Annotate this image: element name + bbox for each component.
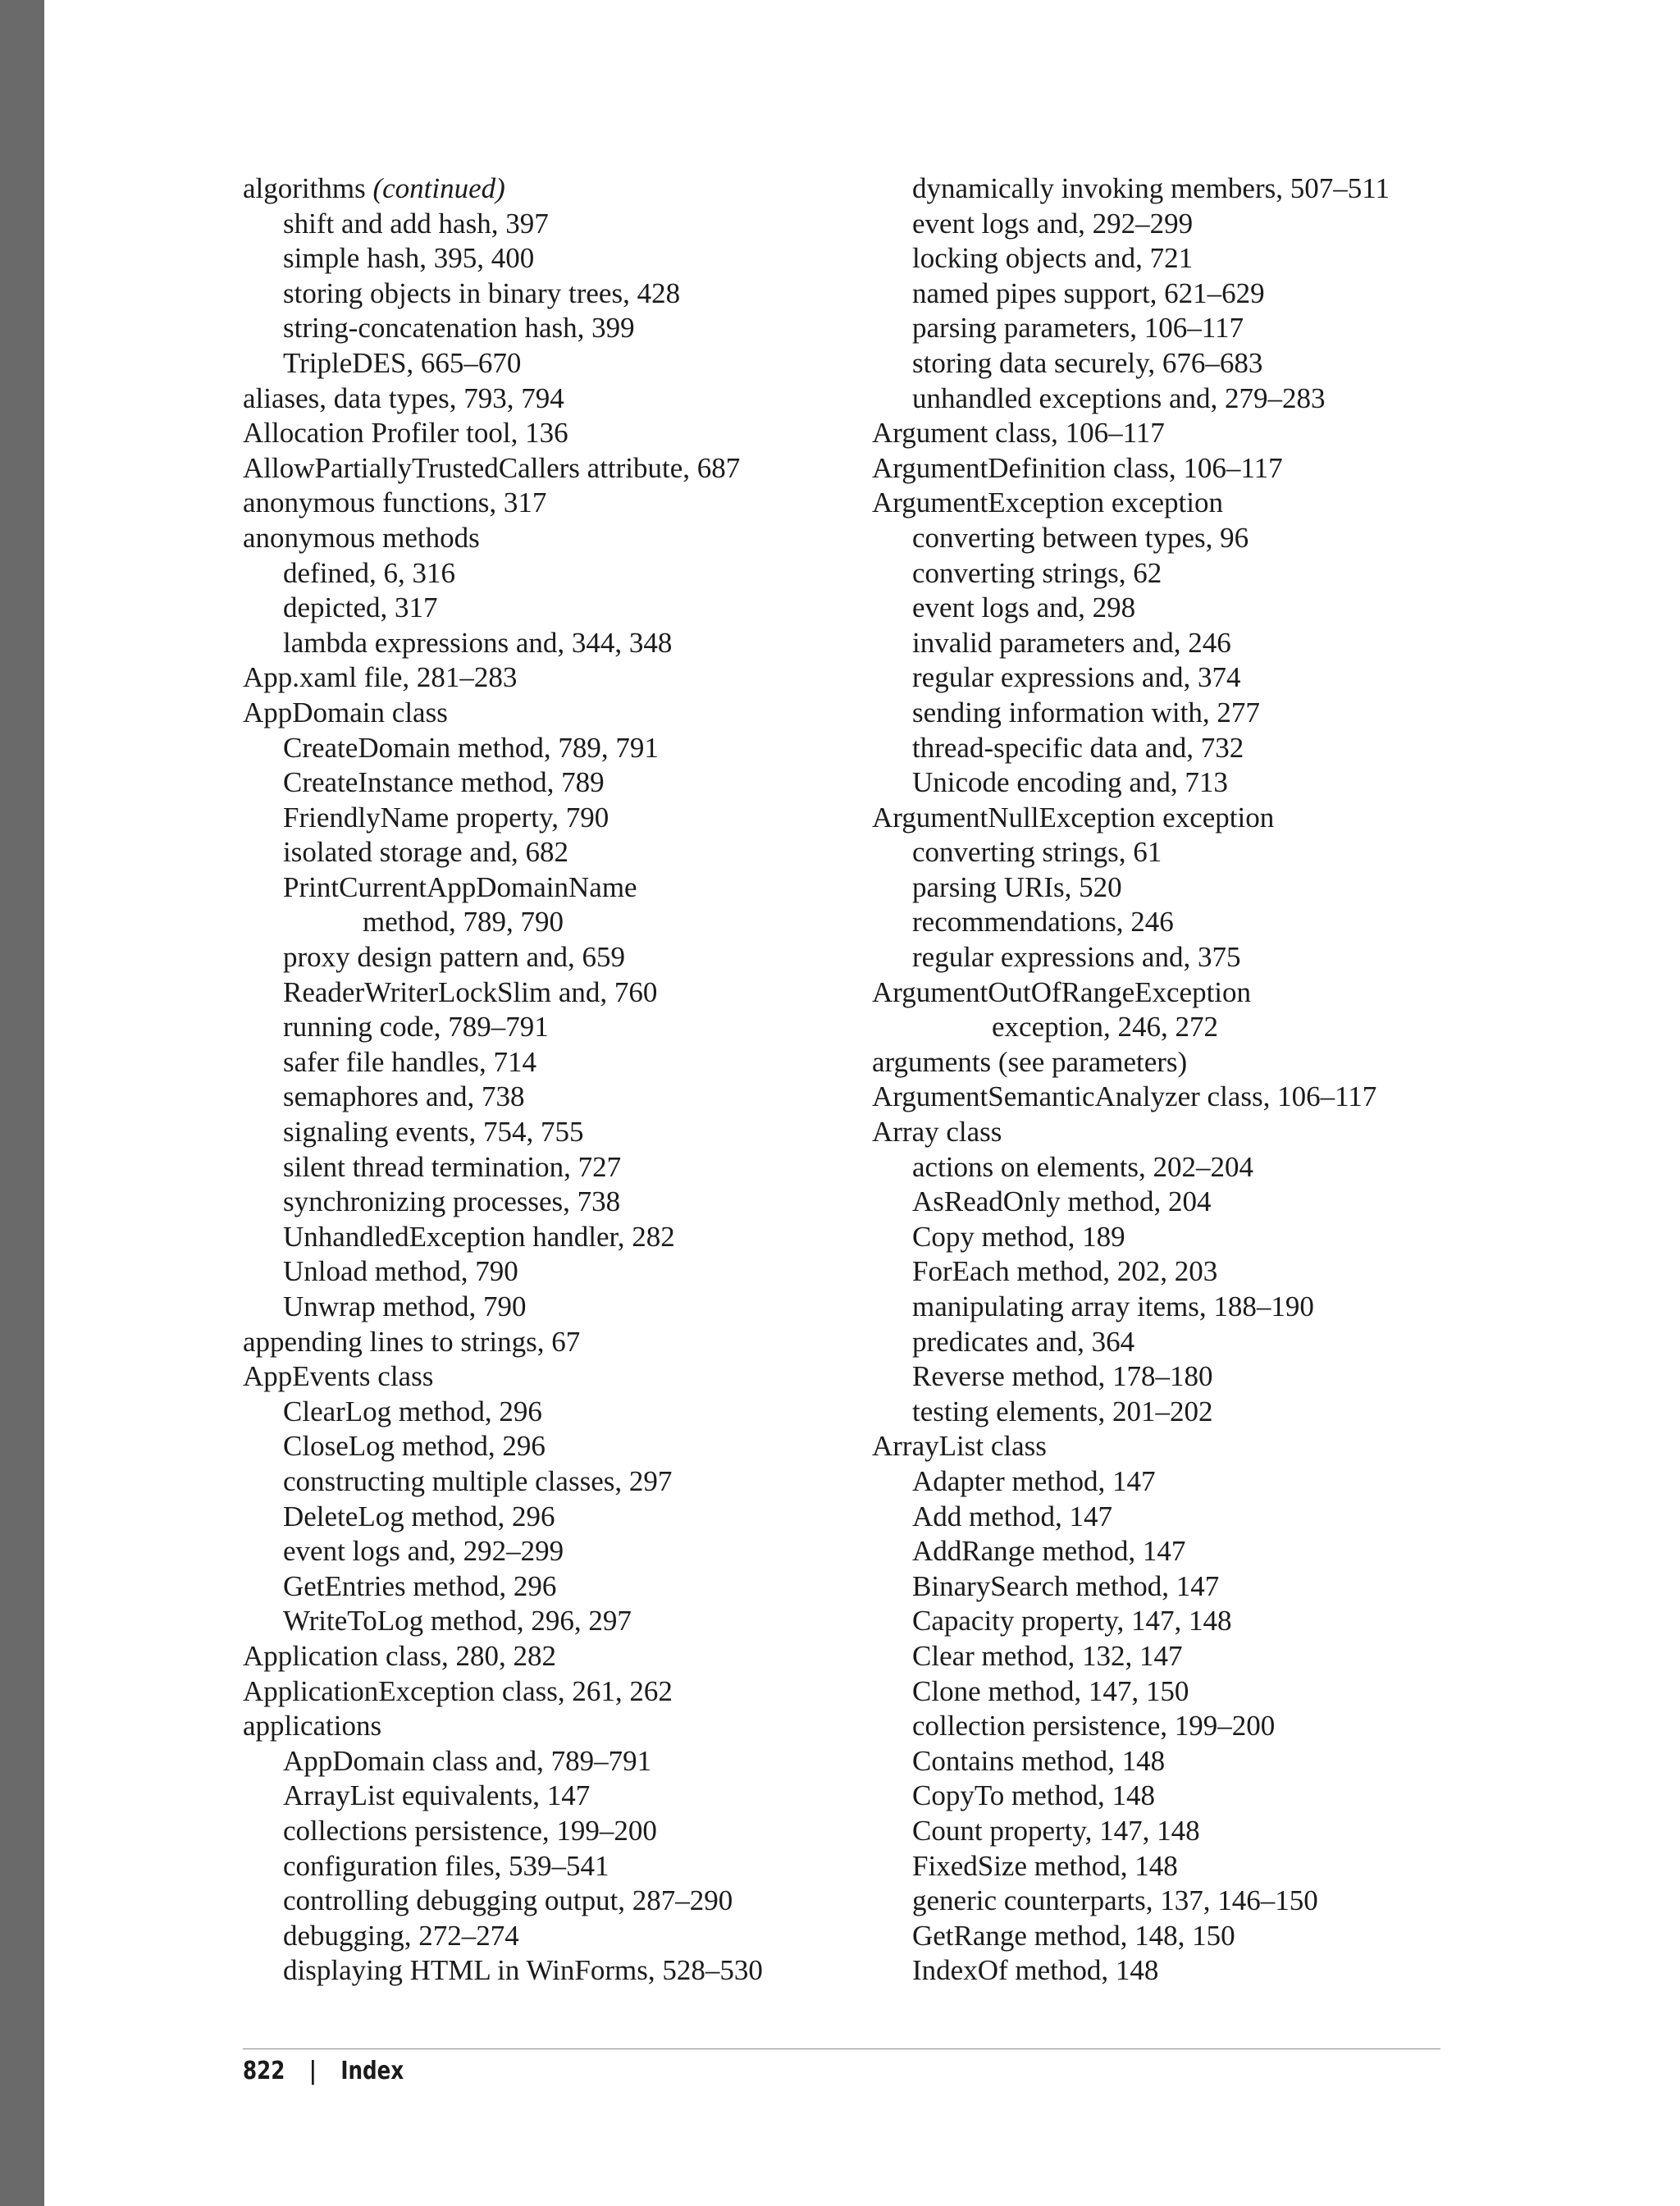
entry-text: App.xaml file, 281–283 <box>243 661 518 694</box>
page-footer <box>243 2055 404 2088</box>
index-subentry <box>872 1709 1390 1744</box>
entry-text: configuration files, 539–541 <box>283 1849 609 1882</box>
entry-text: Contains method, 148 <box>912 1744 1166 1777</box>
entry-text: appending lines to strings, 67 <box>243 1325 581 1358</box>
index-subentry <box>872 1534 1390 1569</box>
entry-text: anonymous functions, 317 <box>243 486 547 519</box>
entry-text: Allocation Profiler tool, 136 <box>243 417 568 450</box>
index-subentry <box>243 1464 763 1500</box>
index-subentry <box>872 660 1390 696</box>
index-subentry <box>243 1429 763 1464</box>
entry-text: CreateInstance method, 789 <box>283 766 605 799</box>
page-number: 822 <box>243 2057 285 2085</box>
entry-text: Reverse method, 178–180 <box>912 1360 1213 1393</box>
entry-text: proxy design pattern and, 659 <box>283 941 625 974</box>
entry-text: lambda expressions and, 344, 348 <box>283 626 673 659</box>
index-entry <box>243 521 763 556</box>
index-subentry <box>872 1569 1390 1605</box>
entry-text: CreateDomain method, 789, 791 <box>283 731 659 764</box>
index-subentry <box>243 1814 763 1849</box>
index-subentry <box>872 381 1390 417</box>
index-subentry <box>243 1220 763 1255</box>
entry-text: collection persistence, 199–200 <box>912 1710 1276 1742</box>
index-subentry <box>872 1919 1390 1954</box>
index-entry <box>243 1325 763 1360</box>
index-entry <box>243 381 763 417</box>
entry-text: safer file handles, 714 <box>283 1045 537 1078</box>
entry-text: FriendlyName property, 790 <box>283 801 609 834</box>
entry-text: ArrayList equivalents, 147 <box>283 1779 591 1812</box>
footer-rule <box>243 2048 1440 2049</box>
index-subentry <box>243 835 763 870</box>
index-subentry <box>872 1639 1390 1674</box>
entry-text: ArgumentNullException exception <box>872 801 1275 834</box>
index-subentry <box>243 1010 763 1045</box>
entry-text: signaling events, 754, 755 <box>283 1116 584 1149</box>
index-entry <box>243 451 763 486</box>
index-entry <box>872 451 1390 486</box>
index-entry <box>243 416 763 451</box>
entry-text: converting strings, 62 <box>912 556 1162 589</box>
index-subentry <box>872 1359 1390 1395</box>
entry-text: event logs and, 292–299 <box>283 1535 564 1568</box>
index-subentry <box>243 1779 763 1814</box>
entry-text: Add method, 147 <box>912 1500 1113 1532</box>
entry-text: Unicode encoding and, 713 <box>912 766 1228 799</box>
entry-text: storing objects in binary trees, 428 <box>283 276 681 309</box>
index-subentry <box>872 1464 1390 1500</box>
index-subentry <box>872 346 1390 381</box>
entry-text: AllowPartiallyTrustedCallers attribute, 687 <box>243 451 741 484</box>
index-subentry <box>872 276 1390 312</box>
entry-text: Unwrap method, 790 <box>283 1290 527 1322</box>
index-subentry <box>872 1220 1390 1255</box>
index-subentry <box>243 1744 763 1779</box>
index-subentry <box>872 1604 1390 1639</box>
entry-text: exception, 246, 272 <box>992 1011 1219 1044</box>
entry-text: dynamically invoking members, 507–511 <box>912 172 1390 204</box>
index-subentry <box>872 1779 1390 1814</box>
index-entry <box>243 1639 763 1674</box>
index-subentry <box>243 870 763 906</box>
index-subentry <box>243 1080 763 1115</box>
entry-text: regular expressions and, 375 <box>912 941 1241 974</box>
entry-text: CloseLog method, 296 <box>283 1430 546 1463</box>
index-entry <box>243 486 763 521</box>
index-subentry <box>872 1185 1390 1220</box>
entry-text: TripleDES, 665–670 <box>283 346 522 379</box>
entry-text: IndexOf method, 148 <box>912 1954 1159 1987</box>
index-subentry <box>243 1569 763 1605</box>
entry-text: simple hash, 395, 400 <box>283 242 535 275</box>
index-subentry <box>243 1604 763 1639</box>
index-subentry <box>872 556 1390 591</box>
entry-text: recommendations, 246 <box>912 906 1174 939</box>
entry-text: FixedSize method, 148 <box>912 1849 1178 1882</box>
entry-text: ApplicationException class, 261, 262 <box>243 1674 673 1707</box>
entry-text: algorithms <box>243 172 373 204</box>
entry-text: collections persistence, 199–200 <box>283 1814 657 1847</box>
index-subentry <box>872 207 1390 242</box>
index-subentry <box>872 1395 1390 1430</box>
entry-text: running code, 789–791 <box>283 1011 549 1044</box>
entry-text: Clone method, 147, 150 <box>912 1674 1189 1707</box>
index-subentry <box>872 311 1390 346</box>
entry-text: displaying HTML in WinForms, 528–530 <box>283 1954 763 1987</box>
index-subentry <box>243 346 763 381</box>
entry-text: ArgumentDefinition class, 106–117 <box>872 451 1283 484</box>
index-subentry <box>243 801 763 836</box>
index-subentry <box>872 1884 1390 1919</box>
entry-text: AppEvents class <box>243 1360 434 1393</box>
entry-text: thread-specific data and, 732 <box>912 731 1244 764</box>
index-entry <box>872 801 1390 836</box>
index-subentry <box>243 1534 763 1569</box>
entry-text: generic counterparts, 137, 146–150 <box>912 1884 1318 1917</box>
entry-text: debugging, 272–274 <box>283 1919 519 1952</box>
entry-text: Clear method, 132, 147 <box>912 1639 1183 1672</box>
entry-text: converting between types, 96 <box>912 521 1249 554</box>
entry-text: silent thread termination, 727 <box>283 1150 622 1183</box>
entry-text: ArgumentSemanticAnalyzer class, 106–117 <box>872 1080 1377 1113</box>
footer-separator: | <box>308 2057 317 2085</box>
index-subentry <box>872 1150 1390 1185</box>
index-column-left <box>243 171 763 1989</box>
entry-text: applications <box>243 1710 382 1742</box>
index-subentry <box>872 1953 1390 1989</box>
index-entry <box>872 486 1390 521</box>
index-subentry <box>243 241 763 276</box>
index-subentry <box>243 276 763 312</box>
index-subentry <box>243 765 763 801</box>
entry-text: aliases, data types, 793, 794 <box>243 381 564 414</box>
entry-text: Array class <box>872 1116 1002 1149</box>
index-subentry <box>243 1849 763 1884</box>
index-entry <box>243 1709 763 1744</box>
index-subentry <box>243 626 763 661</box>
entry-text: CopyTo method, 148 <box>912 1779 1156 1812</box>
index-subentry <box>243 731 763 766</box>
entry-text: arguments (see parameters) <box>872 1045 1188 1078</box>
index-entry <box>243 660 763 696</box>
entry-text: anonymous methods <box>243 521 480 554</box>
index-entry <box>872 1080 1390 1115</box>
continued-label: (continued) <box>372 172 505 204</box>
index-subentry <box>243 1115 763 1150</box>
entry-text: AppDomain class <box>243 696 448 728</box>
entry-text: ClearLog method, 296 <box>283 1395 542 1427</box>
entry-text: actions on elements, 202–204 <box>912 1150 1254 1183</box>
index-subentry <box>872 1674 1390 1710</box>
index-subentry <box>872 1254 1390 1290</box>
entry-text: shift and add hash, 397 <box>283 207 549 240</box>
index-subentry <box>243 1185 763 1220</box>
entry-text: Argument class, 106–117 <box>872 417 1165 450</box>
index-subentry <box>243 975 763 1011</box>
entry-text: Application class, 280, 282 <box>243 1639 557 1672</box>
index-subentry <box>243 311 763 346</box>
entry-text: invalid parameters and, 246 <box>912 626 1231 659</box>
section-name: Index <box>340 2057 404 2085</box>
index-entry <box>872 1045 1390 1080</box>
entry-text: ArgumentOutOfRangeException <box>872 975 1252 1008</box>
entry-text: testing elements, 201–202 <box>912 1395 1213 1427</box>
entry-text: string-concatenation hash, 399 <box>283 312 635 345</box>
entry-text: AppDomain class and, 789–791 <box>283 1744 652 1777</box>
page-edge-bar <box>0 0 44 2206</box>
entry-text: sending information with, 277 <box>912 696 1260 728</box>
entry-text: storing data securely, 676–683 <box>912 346 1263 379</box>
index-subentry <box>872 171 1390 207</box>
entry-text: locking objects and, 721 <box>912 242 1194 275</box>
index-subentry <box>243 1953 763 1989</box>
index-subentry <box>243 1290 763 1325</box>
entry-text: synchronizing processes, 738 <box>283 1185 621 1218</box>
entry-text: ReaderWriterLockSlim and, 760 <box>283 975 658 1008</box>
index-subentry <box>872 1849 1390 1884</box>
entry-text: GetEntries method, 296 <box>283 1569 557 1602</box>
entry-text: Unload method, 790 <box>283 1255 518 1288</box>
entry-text: event logs and, 298 <box>912 591 1136 624</box>
index-subentry <box>872 1500 1390 1535</box>
entry-text: converting strings, 61 <box>912 836 1162 869</box>
index-entry <box>872 975 1390 1011</box>
index-subentry <box>243 1254 763 1290</box>
index-subentry <box>872 1814 1390 1849</box>
entry-text: ArrayList class <box>872 1430 1047 1463</box>
entry-text: predicates and, 364 <box>912 1325 1135 1358</box>
entry-text: ForEach method, 202, 203 <box>912 1255 1218 1288</box>
index-subentry <box>872 940 1390 975</box>
index-subentry <box>243 1395 763 1430</box>
index-entry <box>872 416 1390 451</box>
index-subentry <box>872 1744 1390 1779</box>
entry-text: controlling debugging output, 287–290 <box>283 1884 733 1917</box>
index-subentry <box>243 940 763 975</box>
index-entry <box>872 1429 1390 1464</box>
entry-text: parsing URIs, 520 <box>912 870 1122 903</box>
entry-text: constructing multiple classes, 297 <box>283 1464 673 1497</box>
index-subentry <box>872 1290 1390 1325</box>
entry-text: defined, 6, 316 <box>283 556 455 589</box>
index-entry-continuation <box>243 905 763 940</box>
entry-text: AsReadOnly method, 204 <box>912 1185 1212 1218</box>
index-subentry <box>872 765 1390 801</box>
entry-text: Adapter method, 147 <box>912 1464 1156 1497</box>
index-subentry <box>872 626 1390 661</box>
index-entry <box>243 1674 763 1710</box>
entry-text: parsing parameters, 106–117 <box>912 312 1244 345</box>
entry-text: BinarySearch method, 147 <box>912 1569 1220 1602</box>
entry-text: DeleteLog method, 296 <box>283 1500 555 1532</box>
entry-text: isolated storage and, 682 <box>283 836 568 869</box>
index-entry-continuation <box>872 1010 1390 1045</box>
index-subentry <box>872 870 1390 906</box>
entry-text: depicted, 317 <box>283 591 438 624</box>
index-subentry <box>872 731 1390 766</box>
index-subentry <box>243 556 763 591</box>
index-subentry <box>872 1325 1390 1360</box>
index-subentry <box>872 241 1390 276</box>
entry-text: manipulating array items, 188–190 <box>912 1290 1314 1322</box>
entry-text: named pipes support, 621–629 <box>912 276 1265 309</box>
entry-text: Copy method, 189 <box>912 1220 1125 1253</box>
entry-text: UnhandledException handler, 282 <box>283 1220 675 1253</box>
index-column-right <box>872 171 1390 1989</box>
index-subentry <box>243 1045 763 1080</box>
index-subentry <box>243 1919 763 1954</box>
index-subentry <box>243 1500 763 1535</box>
entry-text: Count property, 147, 148 <box>912 1814 1200 1847</box>
entry-text: ArgumentException exception <box>872 486 1223 519</box>
entry-text: semaphores and, 738 <box>283 1080 525 1113</box>
entry-text: unhandled exceptions and, 279–283 <box>912 381 1326 414</box>
entry-text: GetRange method, 148, 150 <box>912 1919 1235 1952</box>
index-subentry <box>872 835 1390 870</box>
entry-text: regular expressions and, 374 <box>912 661 1241 694</box>
index-subentry <box>872 521 1390 556</box>
index-subentry <box>872 591 1390 626</box>
entry-text: WriteToLog method, 296, 297 <box>283 1605 632 1637</box>
index-entry <box>872 1115 1390 1150</box>
index-subentry <box>243 591 763 626</box>
index-subentry <box>872 905 1390 940</box>
entry-text: PrintCurrentAppDomainName <box>283 870 637 903</box>
index-entry <box>243 171 763 207</box>
entry-text: Capacity property, 147, 148 <box>912 1605 1232 1637</box>
index-subentry <box>243 1884 763 1919</box>
index-subentry <box>243 1150 763 1185</box>
entry-text: event logs and, 292–299 <box>912 207 1194 240</box>
index-entry <box>243 1359 763 1395</box>
index-subentry <box>872 696 1390 731</box>
entry-text: AddRange method, 147 <box>912 1535 1186 1568</box>
index-entry <box>243 696 763 731</box>
index-subentry <box>243 207 763 242</box>
entry-text: method, 789, 790 <box>363 906 564 939</box>
